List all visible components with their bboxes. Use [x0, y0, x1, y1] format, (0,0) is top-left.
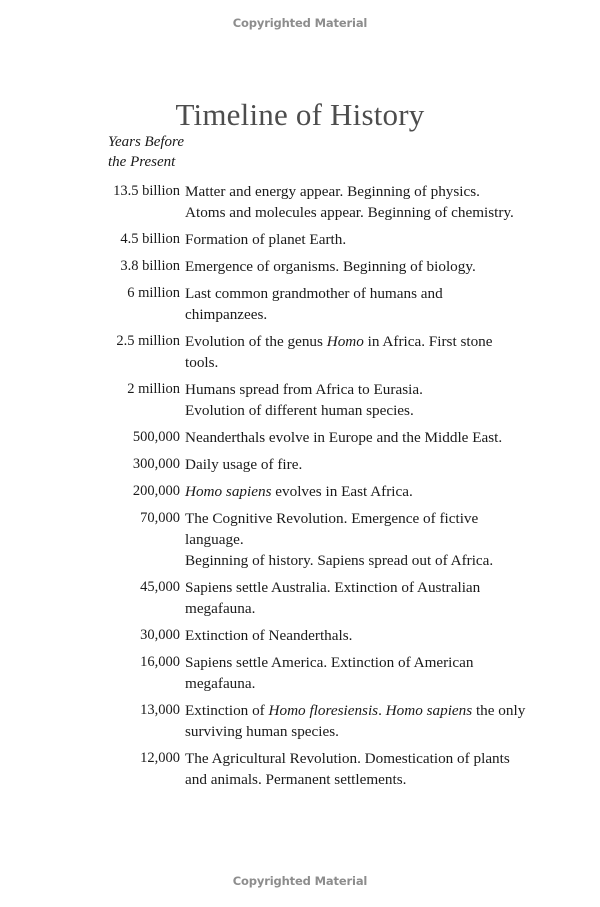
timeline-row-description — [185, 652, 520, 694]
timeline-row — [108, 481, 520, 502]
timeline-row-description — [185, 331, 520, 373]
timeline-row-date: 2 million — [127, 381, 180, 397]
timeline-row — [108, 652, 520, 694]
timeline-row — [108, 283, 520, 325]
timeline-row-description-line: Formation of planet Earth. — [185, 231, 347, 248]
timeline-row-description-line: and animals. Permanent settlements. — [185, 771, 407, 788]
timeline-row-description-line: The Cognitive Revolution. Emergence of fictive — [185, 510, 479, 527]
timeline-row-description — [185, 256, 520, 277]
timeline-row-date: 2.5 million — [116, 333, 180, 349]
timeline-row-description — [185, 625, 520, 646]
timeline-row-description — [185, 454, 520, 475]
timeline-row-description — [185, 700, 525, 742]
timeline-row-date: 45,000 — [140, 579, 180, 595]
timeline-row-description — [185, 577, 520, 619]
timeline-row — [108, 256, 520, 277]
timeline-row-description-line: megafauna. — [185, 600, 256, 617]
timeline-row-description-line: Emergence of organisms. Beginning of biology. — [185, 258, 476, 275]
timeline-row-date: 13.5 billion — [113, 183, 180, 199]
timeline-row-date: 3.8 billion — [120, 258, 180, 274]
column-header-line-1: Years Before — [108, 134, 184, 150]
column-header-years-before-present — [108, 132, 520, 172]
timeline-row-date: 30,000 — [140, 627, 180, 643]
timeline-row-date: 500,000 — [132, 429, 180, 445]
timeline-row — [108, 379, 520, 421]
timeline-row-description-line: Extinction of Neanderthals. — [185, 627, 353, 644]
page-title: Timeline of History — [175, 96, 425, 132]
timeline-row — [108, 331, 520, 373]
timeline-row-description — [185, 181, 520, 223]
timeline-row — [108, 625, 520, 646]
timeline-row-date: 6 million — [127, 285, 180, 301]
timeline-row-date: 70,000 — [140, 510, 180, 526]
timeline-row-description-line: Evolution of the genus Homo in Africa. First stone — [185, 333, 493, 350]
timeline-row-description-line: Sapiens settle America. Extinction of American — [185, 654, 474, 671]
timeline-row-date: 13,000 — [140, 702, 180, 718]
timeline-row-description-line: Atoms and molecules appear. Beginning of chemistry. — [185, 204, 514, 221]
copyright-watermark-top: Copyrighted Material — [232, 16, 368, 30]
timeline-row-description-line: language. — [185, 531, 244, 548]
timeline-row-description-line: The Agricultural Revolution. Domestication of plants — [185, 750, 510, 767]
timeline-row — [108, 748, 520, 790]
timeline-row-description-line: Sapiens settle Australia. Extinction of Australian — [185, 579, 481, 596]
timeline-row-description-line: Homo sapiens evolves in East Africa. — [185, 483, 413, 500]
timeline-row — [108, 454, 520, 475]
timeline-row — [108, 181, 520, 223]
timeline-row-description-line: megafauna. — [185, 675, 256, 692]
timeline-row — [108, 229, 520, 250]
timeline-row-description-line: tools. — [185, 354, 219, 371]
timeline-row-description-line: Neanderthals evolve in Europe and the Middle East. — [185, 429, 503, 446]
timeline-row-date: 200,000 — [132, 483, 180, 499]
timeline-row-description — [185, 379, 520, 421]
timeline-row-list — [108, 181, 526, 790]
timeline-row-description — [185, 229, 520, 250]
timeline-row-date: 16,000 — [140, 654, 180, 670]
timeline-row-date: 4.5 billion — [120, 231, 180, 247]
timeline-row-description — [185, 748, 520, 790]
timeline-row-date: 300,000 — [132, 456, 180, 472]
timeline-row-description-line: Humans spread from Africa to Eurasia. — [185, 381, 423, 398]
timeline-row-description-line: Daily usage of fire. — [185, 456, 303, 473]
timeline-row — [108, 508, 520, 571]
timeline-table — [108, 132, 526, 796]
copyright-watermark-bottom: Copyrighted Material — [232, 874, 368, 888]
timeline-row-date: 12,000 — [140, 750, 180, 766]
timeline-row-description-line: Evolution of different human species. — [185, 402, 414, 419]
timeline-row — [108, 427, 520, 448]
timeline-row-description-line: chimpanzees. — [185, 306, 268, 323]
timeline-row-description — [185, 481, 520, 502]
timeline-row — [108, 577, 520, 619]
timeline-row-description-line: surviving human species. — [185, 723, 339, 740]
timeline-row-description-line: Extinction of Homo floresiensis. Homo sapiens the only — [185, 702, 526, 719]
timeline-row-description-line: Matter and energy appear. Beginning of physics. — [185, 183, 480, 200]
timeline-row-description-line: Last common grandmother of humans and — [185, 285, 443, 302]
timeline-row-description — [185, 427, 520, 448]
timeline-row — [108, 700, 526, 742]
timeline-row-description — [185, 508, 520, 571]
timeline-row-description-line: Beginning of history. Sapiens spread out of Africa. — [185, 552, 494, 569]
timeline-row-description — [185, 283, 520, 325]
column-header-line-2: the Present — [108, 154, 176, 170]
